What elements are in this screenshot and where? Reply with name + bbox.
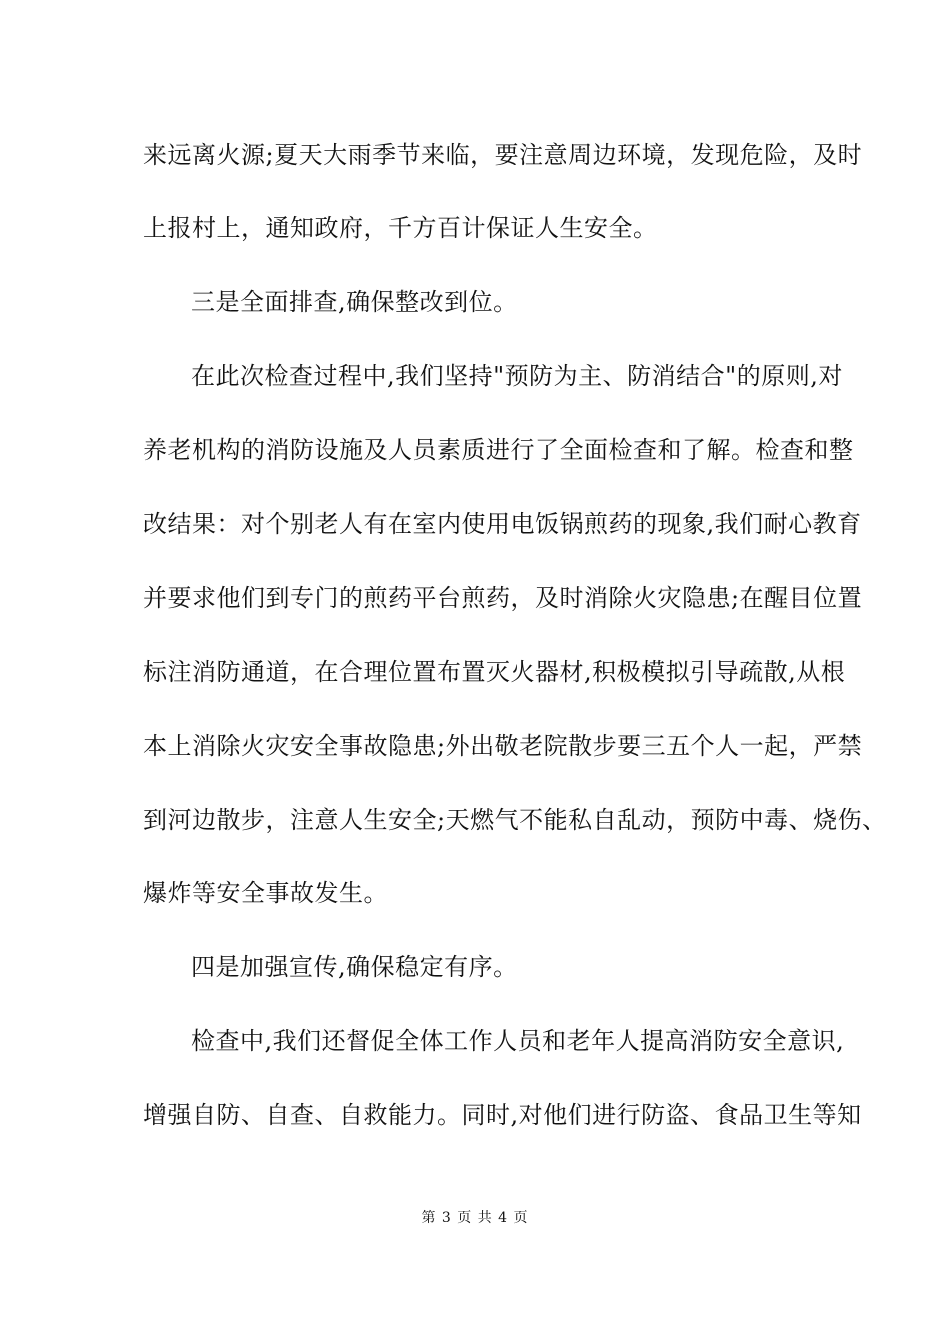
page-number-footer: 第 3 页 共 4 页 (421, 1210, 529, 1226)
body-line-9: 本上消除火灾安全事故隐患;外出敬老院散步要三五个人一起，严禁 (143, 732, 863, 760)
body-line-13: 检查中,我们还督促全体工作人员和老年人提高消防安全意识, (191, 1027, 845, 1055)
body-line-7: 并要求他们到专门的煎药平台煎药，及时消除火灾隐患;在醒目位置 (143, 584, 863, 612)
section-heading-4: 四是加强宣传,确保稳定有序。 (191, 953, 518, 981)
body-line-11: 爆炸等安全事故发生。 (143, 879, 388, 907)
body-line-1: 来远离火源;夏天大雨季节来临，要注意周边环境，发现危险，及时 (143, 141, 863, 169)
body-line-4: 在此次检查过程中,我们坚持"预防为主、防消结合"的原则,对 (191, 362, 843, 390)
section-heading-3: 三是全面排查,确保整改到位。 (191, 288, 518, 316)
body-line-8: 标注消防通道，在合理位置布置灭火器材,积极模拟引导疏散,从根 (143, 658, 846, 686)
body-line-6: 改结果：对个别老人有在室内使用电饭锅煎药的现象,我们耐心教育 (143, 510, 862, 538)
body-line-2: 上报村上，通知政府，千方百计保证人生安全。 (143, 214, 658, 242)
body-line-14: 增强自防、自查、自救能力。同时,对他们进行防盗、食品卫生等知 (143, 1101, 862, 1129)
body-line-5: 养老机构的消防设施及人员素质进行了全面检查和了解。检查和整 (143, 436, 854, 464)
body-line-10: 到河边散步，注意人生安全;天燃气不能私自乱动，预防中毒、烧伤、 (143, 806, 887, 834)
